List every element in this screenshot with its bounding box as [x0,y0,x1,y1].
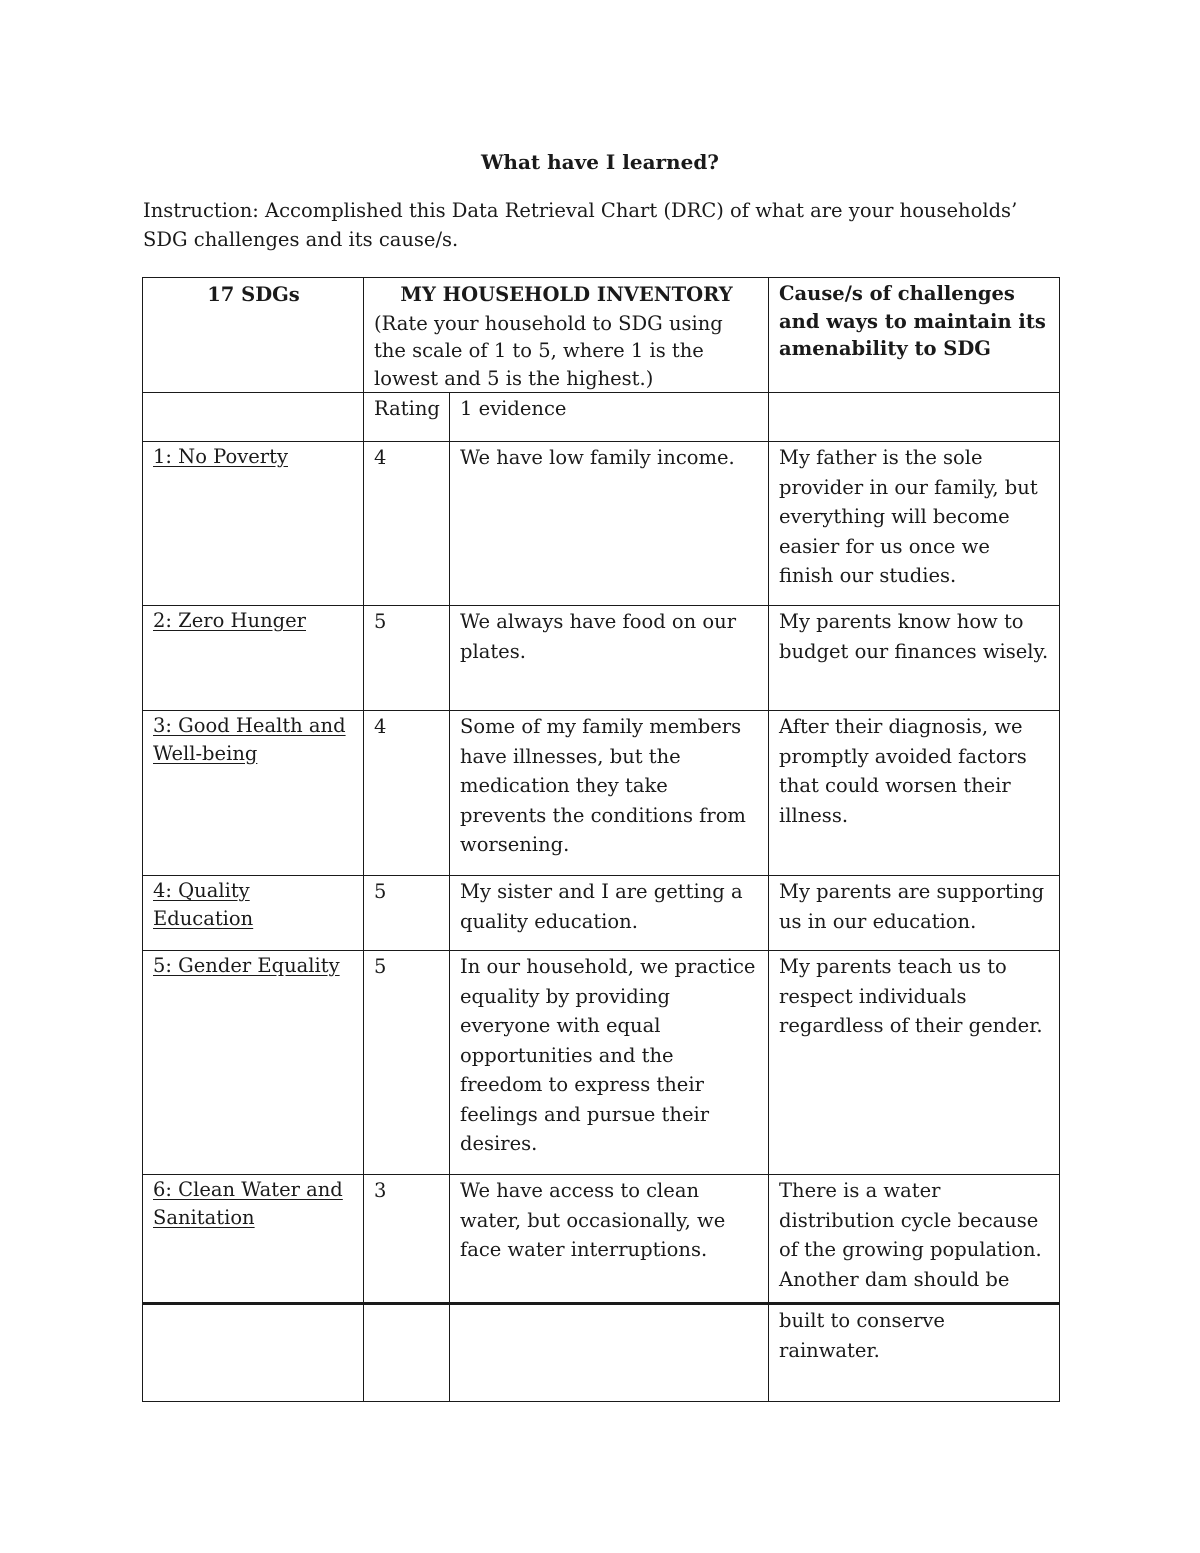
table-row [143,951,1060,1175]
evidence-cell: My sister and I are getting a quality education. [450,876,769,951]
evidence-cell: We have access to clean water, but occasionally, we face water interruptions. [450,1175,769,1304]
evidence-cell: We always have food on our plates. [450,606,769,711]
table-subheader-row [143,393,1060,442]
table-row [143,1175,1060,1304]
subheader-cause-empty [769,393,1060,442]
evidence-cell: In our household, we practice equality by providing everyone with equal opportunities and the freedom to express their feelings and pursue their desires. [450,951,769,1175]
page-title: What have I learned? [480,150,720,174]
cause-cell: My parents teach us to respect individuals regardless of their gender. [769,951,1060,1175]
table-row [143,876,1060,951]
cause-cell: After their diagnosis, we promptly avoided factors that could worsen their illness. [769,711,1060,876]
subheader-evidence: 1 evidence [450,393,769,442]
sdg-name: 3: Good Health and Well-being [143,711,364,876]
table-row [143,606,1060,711]
table-header-row [143,278,1060,393]
continuation-cause: built to conserve rainwater. [769,1304,1060,1402]
data-retrieval-chart [142,277,1060,1402]
header-sdg: 17 SDGs [143,278,364,393]
cause-cell: There is a water distribution cycle because of the growing population. Another dam should be [769,1175,1060,1304]
table-row [143,711,1060,876]
rating-cell: 4 [364,442,450,606]
sdg-name: 1: No Poverty [143,442,364,606]
rating-cell: 5 [364,606,450,711]
rating-cell: 4 [364,711,450,876]
header-inventory-note: (Rate your household to SDG using the scale of 1 to 5, where 1 is the lowest and 5 is the highest.) [374,311,723,390]
rating-cell: 5 [364,876,450,951]
rating-cell: 3 [364,1175,450,1304]
instruction-text: Instruction: Accomplished this Data Retrieval Chart (DRC) of what are your households’ SDG challenges and its cause/s. [143,199,1018,251]
sdg-name: 6: Clean Water and Sanitation [143,1175,364,1304]
rating-cell: 5 [364,951,450,1175]
table-row [143,442,1060,606]
header-inventory-title: MY HOUSEHOLD INVENTORY [400,283,733,306]
cause-cell: My father is the sole provider in our family, but everything will become easier for us once we finish our studies. [769,442,1060,606]
subheader-rating: Rating [364,393,450,442]
header-cause: Cause/s of challenges and ways to maintain its amenability to SDG [769,278,1060,393]
evidence-cell: We have low family income. [450,442,769,606]
subheader-empty [143,393,364,442]
sdg-name: 5: Gender Equality [143,951,364,1175]
header-inventory [364,278,769,393]
sdg-name: 4: Quality Education [143,876,364,951]
cause-cell: My parents are supporting us in our education. [769,876,1060,951]
sdg-name: 2: Zero Hunger [143,606,364,711]
cause-cell: My parents know how to budget our finances wisely. [769,606,1060,711]
continuation-empty [364,1304,450,1402]
continuation-empty [143,1304,364,1402]
continuation-row [143,1304,1060,1402]
continuation-empty [450,1304,769,1402]
evidence-cell: Some of my family members have illnesses, but the medication they take prevents the conditions from worsening. [450,711,769,876]
